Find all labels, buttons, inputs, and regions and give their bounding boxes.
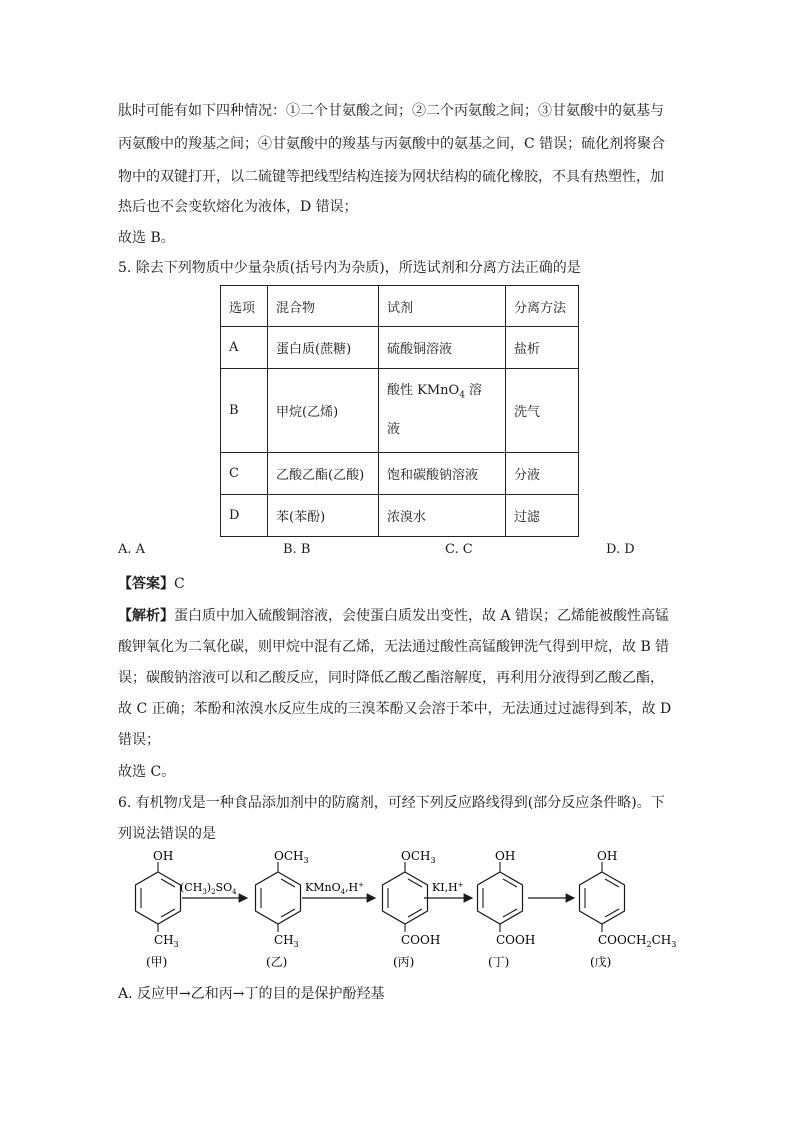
analysis-text: 蛋白质中加入硫酸铜溶液，会使蛋白质发出变性，故 A 错误；乙烯能被酸性高锰 <box>174 608 670 624</box>
q6-option-a: A. 反应甲→乙和丙→丁的目的是保护酚羟基 <box>118 986 385 1002</box>
reagent-subscript: 4 <box>459 390 465 401</box>
table-row <box>221 453 579 495</box>
cell-method: 过滤 <box>506 495 579 537</box>
q4-line-4: 热后也不会变软熔化为液体，D 错误； <box>118 199 358 215</box>
q5-analysis-5: 错误； <box>118 732 160 748</box>
q4-conclusion: 故选 B。 <box>118 230 175 246</box>
wu-label: (戊) <box>590 955 612 969</box>
choice-b: B. B <box>283 542 311 557</box>
cell-mixture: 苯(苯酚) <box>268 495 379 537</box>
arrow-2 <box>302 881 375 898</box>
reagent-text: 酸性 KMnO <box>387 383 460 399</box>
q4-line-1: 肽时可能有如下四种情况：①二个甘氨酸之间；②二个丙氨酸之间；③甘氨酸中的氨基与 <box>118 103 664 119</box>
q5-analysis-1 <box>118 606 669 626</box>
compound-ding <box>478 849 536 969</box>
header-method: 分离方法 <box>506 286 579 327</box>
jia-bottom: CH <box>154 933 174 947</box>
cell-option: B <box>221 369 268 453</box>
q5-analysis-2: 酸钾氧化为二氧化碳，则甲烷中混有乙烯，无法通过酸性高锰酸钾洗气得到甲烷，故 B 错 <box>118 639 670 655</box>
svg-text:KI,H+: KI,H+ <box>432 881 464 894</box>
header-mixture: 混合物 <box>268 286 379 327</box>
q5-conclusion: 故选 C。 <box>118 764 176 780</box>
answer-label: 【答案】 <box>118 576 174 592</box>
cell-option: D <box>221 495 268 537</box>
cell-method: 分液 <box>506 453 579 495</box>
svg-text:COOH: COOH <box>496 933 536 947</box>
cell-reagent <box>379 369 506 453</box>
svg-text:(CH3)2SO4: $(CH_3)_2SO_4$ <box>180 881 237 896</box>
reagent-text-tail: 溶 <box>464 383 483 399</box>
cell-method: 盐析 <box>506 327 579 369</box>
jia-top: OH <box>153 849 174 863</box>
cell-mixture: 甲烷(乙烯) <box>268 369 379 453</box>
answer-value: C <box>174 576 185 592</box>
reagent-text-line2: 液 <box>387 421 401 437</box>
q5-options-table <box>220 285 579 537</box>
q5-analysis-4: 故 C 正确；苯酚和浓溴水反应生成的三溴苯酚又会溶于苯中，无法通过过滤得到苯，故 D <box>118 701 672 717</box>
q5-stem: 5. 除去下列物质中少量杂质(括号内为杂质)，所选试剂和分离方法正确的是 <box>118 260 581 276</box>
svg-text:CH3: $CH_3$ <box>274 933 299 949</box>
cell-reagent: 饱和碳酸钠溶液 <box>379 453 506 495</box>
arrow-1 <box>180 881 247 898</box>
cell-mixture: 乙酸乙酯(乙酸) <box>268 453 379 495</box>
svg-text:COOCH2CH3: $COOCH_2CH_3$ <box>598 933 677 949</box>
compound-wu <box>580 849 677 969</box>
bing-label: (丙) <box>393 955 415 969</box>
svg-text:CH3 <box>154 933 179 949</box>
compound-jia <box>136 849 181 969</box>
svg-text:OCH3: $OCH_3$ <box>274 849 309 865</box>
cell-mixture: 蛋白质(蔗糖) <box>268 327 379 369</box>
q4-line-3: 物中的双键打开，以二硫键等把线型结构连接为网状结构的硫化橡胶，不具有热塑性，加 <box>118 169 664 185</box>
ding-label: (丁) <box>488 955 510 969</box>
compound-yi <box>256 849 309 969</box>
table-header-row <box>221 286 579 327</box>
q6-stem-1: 6. 有机物戊是一种食品添加剂中的防腐剂，可经下列反应路线得到(部分反应条件略)。下 <box>118 795 665 811</box>
svg-text:KMnO4,H+: KMnO$_4$,H+ <box>305 881 365 896</box>
cell-reagent: 浓溴水 <box>379 495 506 537</box>
cell-method: 洗气 <box>506 369 579 453</box>
header-option: 选项 <box>221 286 268 327</box>
svg-text:OH: OH <box>597 849 618 863</box>
cell-option: A <box>221 327 268 369</box>
choice-c: C. C <box>445 542 473 557</box>
choice-d: D. D <box>606 542 635 557</box>
table-row <box>221 369 579 453</box>
analysis-label: 【解析】 <box>118 608 174 624</box>
svg-text:OCH3: $OCH_3$ <box>401 849 436 865</box>
jia-bottom-sub: 3 <box>173 940 179 949</box>
table-row <box>221 327 579 369</box>
svg-text:COOH: COOH <box>401 933 441 947</box>
arrow-3 <box>424 881 472 898</box>
jia-label: (甲) <box>146 955 168 969</box>
compound-bing <box>383 849 441 969</box>
q5-answer <box>118 574 185 594</box>
q5-analysis-3: 误；碳酸钠溶液可以和乙酸反应，同时降低乙酸乙酯溶解度，再利用分液得到乙酸乙酯， <box>118 670 664 686</box>
svg-text:OH: OH <box>495 849 516 863</box>
cell-reagent: 硫酸铜溶液 <box>379 327 506 369</box>
q4-line-2: 丙氨酸中的羧基之间；④甘氨酸中的羧基与丙氨酸中的氨基之间，C 错误；硫化剂将聚合 <box>118 136 666 152</box>
yi-label: (乙) <box>266 955 288 969</box>
table-row <box>221 495 579 537</box>
q6-stem-2: 列说法错误的是 <box>118 826 216 842</box>
header-reagent: 试剂 <box>379 286 506 327</box>
choice-a: A. A <box>118 542 146 557</box>
reaction-scheme <box>110 845 690 975</box>
cell-option: C <box>221 453 268 495</box>
